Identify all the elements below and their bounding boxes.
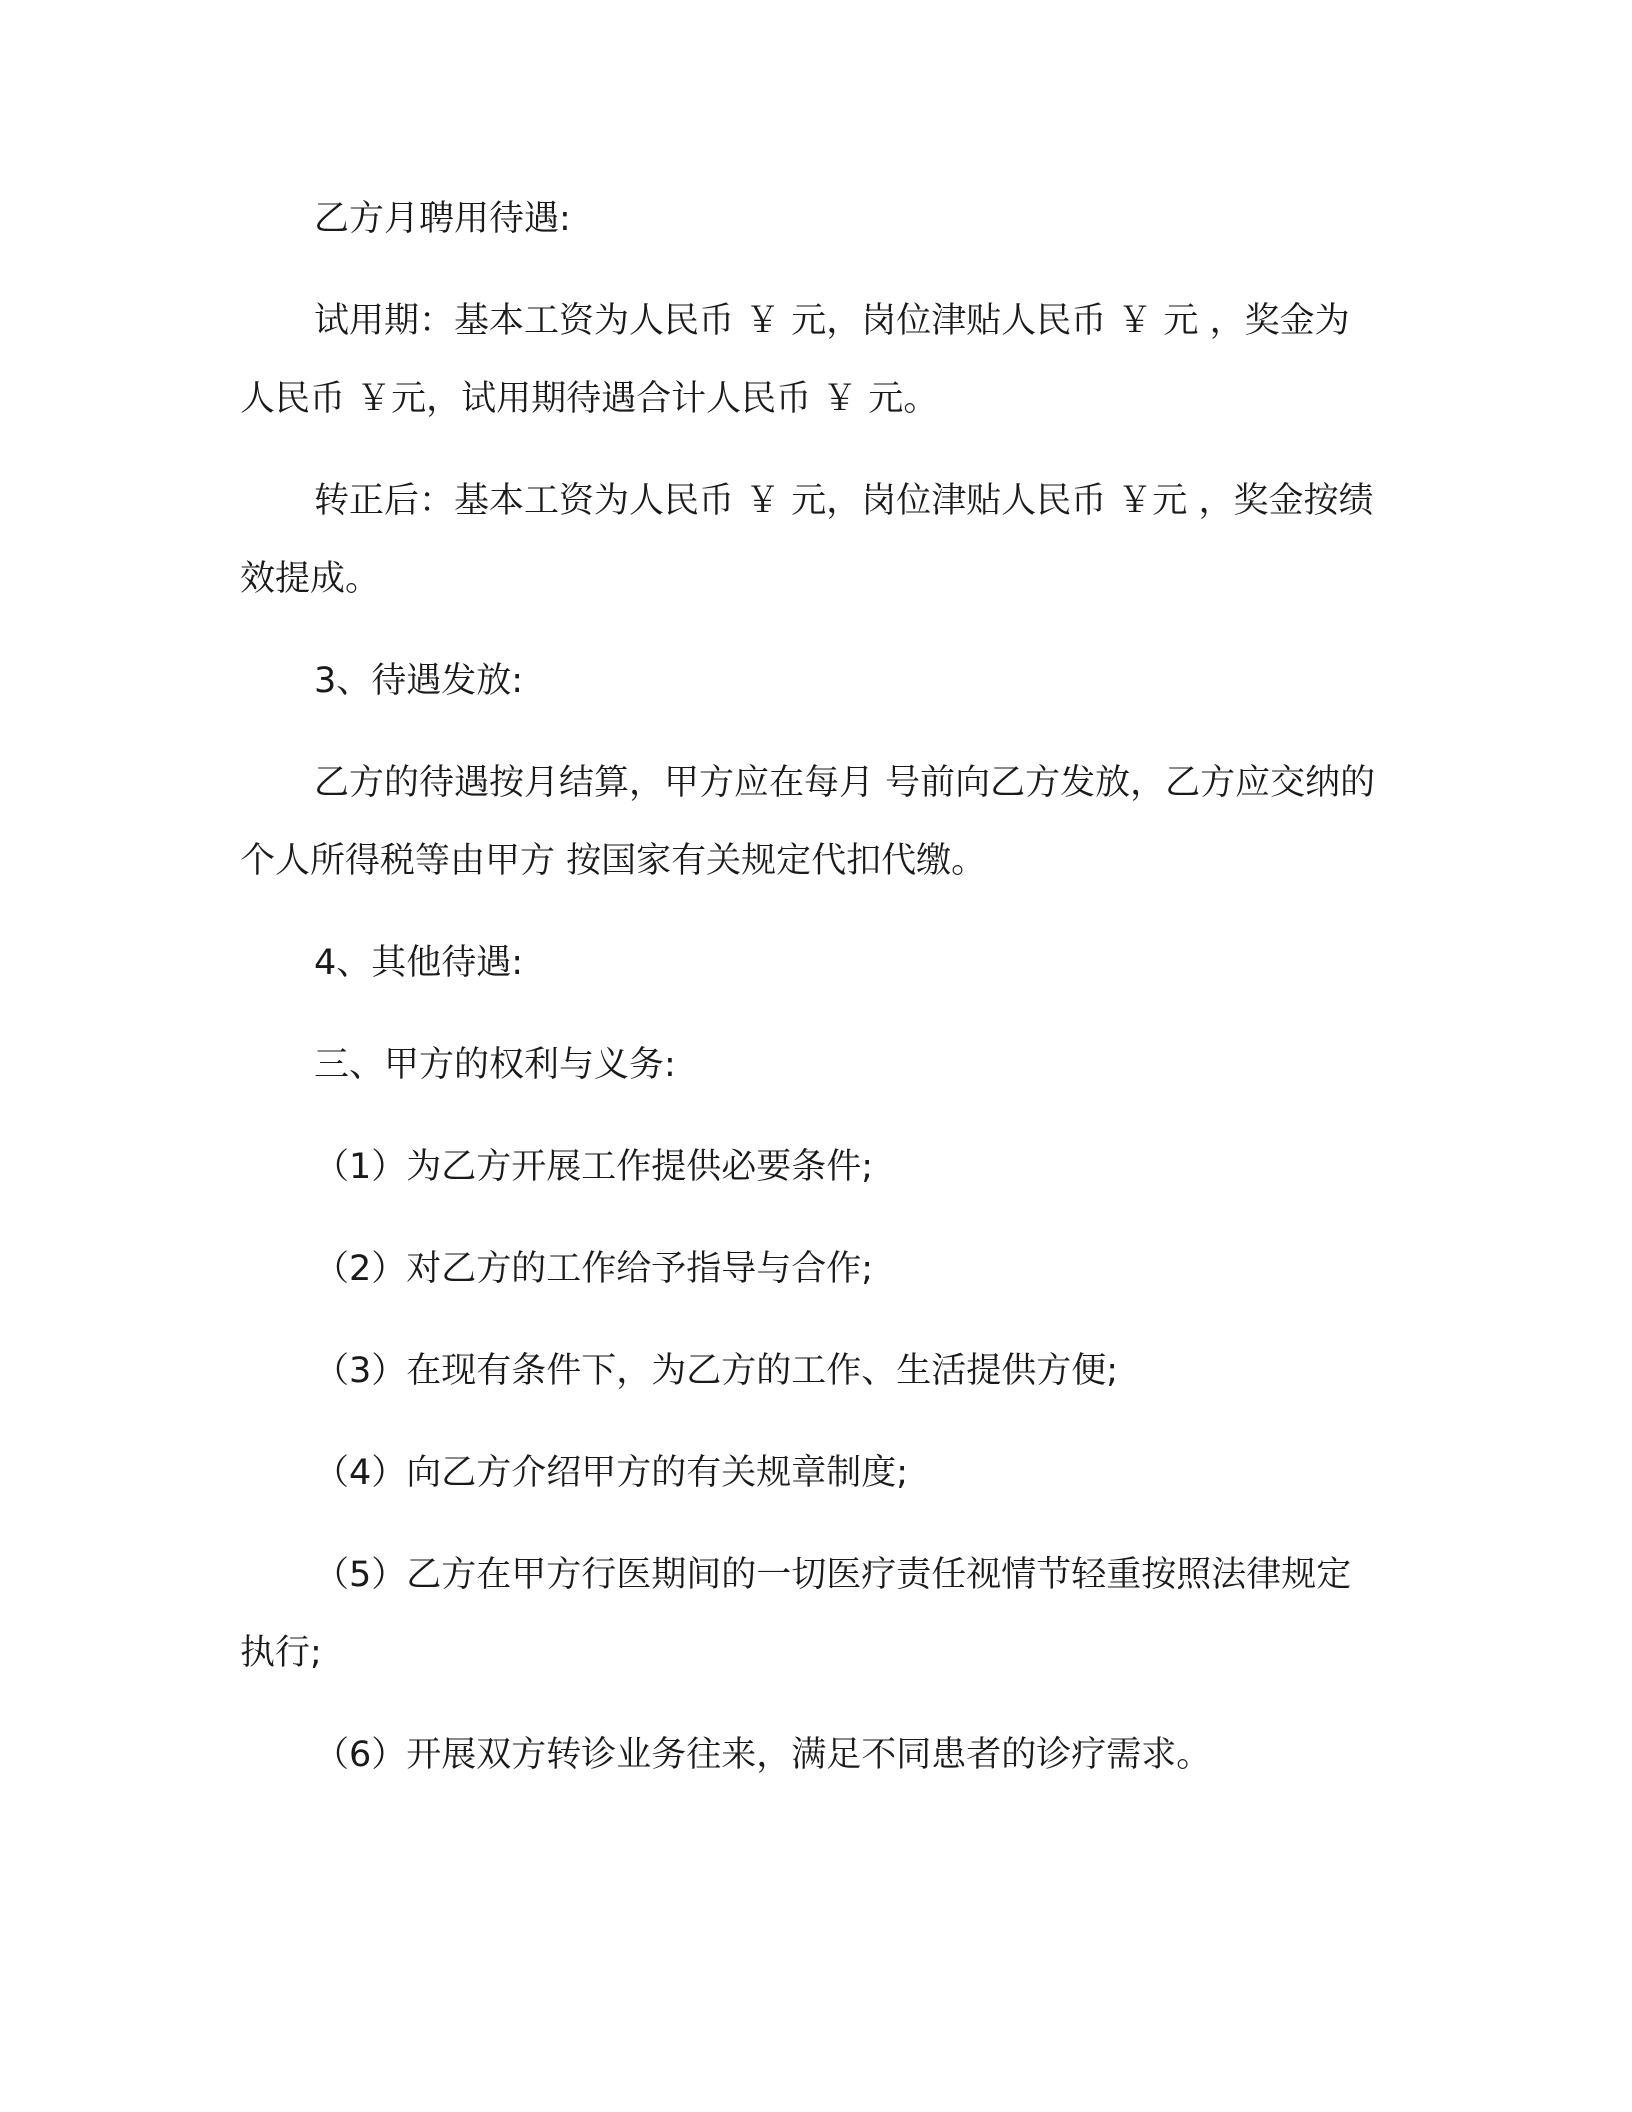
paragraph-other-benefits-heading: 4、其他待遇: (314, 943, 524, 983)
paragraph-regular-pay: 转正后：基本工资为人民币 ￥ 元，岗位津贴人民币 ￥元 ，奖金按绩效提成。 (240, 481, 1374, 599)
paragraph-item-3: （3）在现有条件下，为乙方的工作、生活提供方便; (314, 1351, 1119, 1391)
paragraph-item-2: （2）对乙方的工作给予指导与合作; (314, 1249, 874, 1289)
paragraph-item-6: （6）开展双方转诊业务往来，满足不同患者的诊疗需求。 (314, 1735, 1212, 1775)
paragraph-salary-heading: 乙方月聘用待遇: (314, 199, 571, 239)
paragraph-party-a-rights-heading: 三、甲方的权利与义务: (314, 1045, 676, 1085)
paragraph-item-4: （4）向乙方介绍甲方的有关规章制度; (314, 1453, 909, 1493)
paragraph-item-1: （1）为乙方开展工作提供必要条件; (314, 1147, 874, 1187)
paragraph-pay-distribution-heading: 3、待遇发放: (314, 661, 524, 701)
paragraph-pay-distribution: 乙方的待遇按月结算，甲方应在每月 号前向乙方发放，乙方应交纳的个人所得税等由甲方 按国家有关规定代扣代缴。 (240, 763, 1376, 881)
paragraph-item-5: （5）乙方在甲方行医期间的一切医疗责任视情节轻重按照法律规定执行; (240, 1555, 1352, 1673)
paragraph-probation-pay: 试用期：基本工资为人民币 ￥ 元，岗位津贴人民币 ￥ 元 ，奖金为人民币 ￥元，试用期待遇合计人民币 ￥ 元。 (240, 301, 1350, 419)
